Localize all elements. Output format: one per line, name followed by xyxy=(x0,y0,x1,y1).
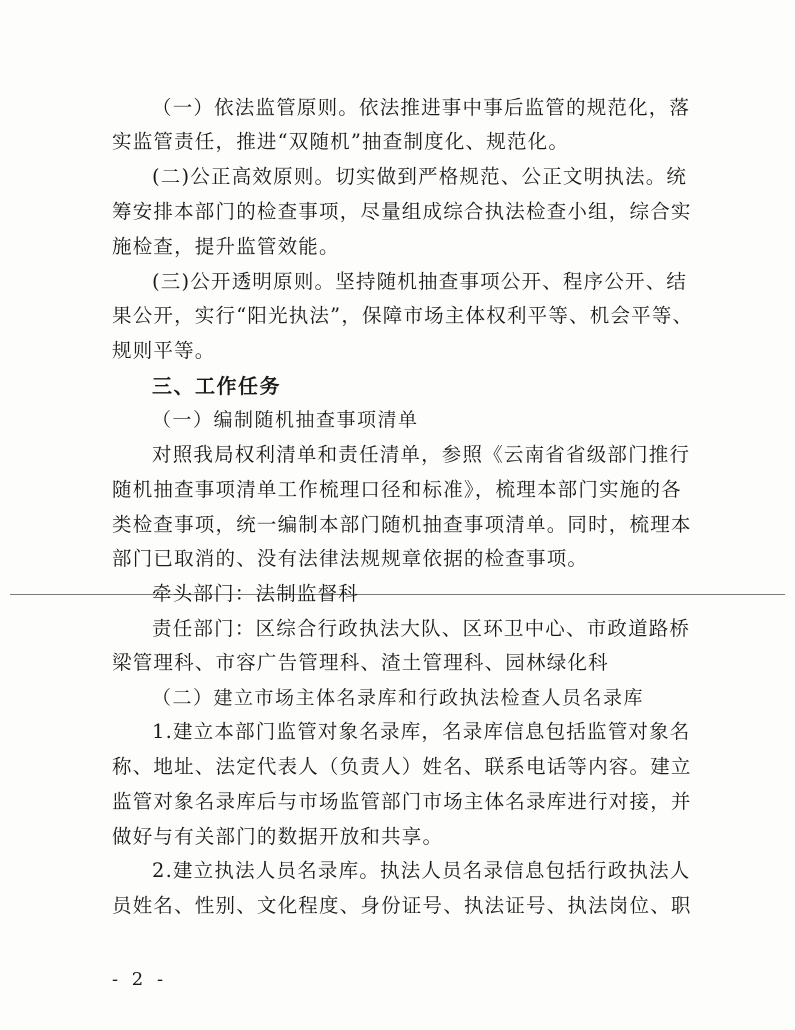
task-2-item-1-line-4: 做好与有关部门的数据开放和共享。 xyxy=(112,825,444,848)
section-title: 三、工作任务 xyxy=(152,374,281,398)
principle-3-line-3: 规则平等。 xyxy=(112,339,216,362)
task-1-body-line-3: 类检查事项，统一编制本部门随机抽查事项清单。同时，梳理本 xyxy=(112,513,692,536)
page-number: - 2 - xyxy=(112,969,168,990)
lead-department: 牵头部门：法制监督科 xyxy=(152,582,360,605)
task-1-body-line-1: 对照我局权利清单和责任清单，参照《云南省省级部门推行 xyxy=(152,443,691,466)
task-2-item-1-line-3: 监管对象名录库后与市场监管部门市场主体名录库进行对接，并 xyxy=(112,790,692,813)
principle-1-line-1: （一）依法监管原则。依法推进事中事后监管的规范化，落 xyxy=(152,96,691,119)
task-2-item-1-line-1: 1.建立本部门监管对象名录库，名录库信息包括监管对象名 xyxy=(152,720,691,743)
principle-3-line-2: 果公开，实行“阳光执法”，保障市场主体权利平等、机会平等、 xyxy=(112,304,694,327)
task-1-body-line-2: 随机抽查事项清单工作梳理口径和标准》，梳理本部门实施的各 xyxy=(112,478,682,501)
principle-3-line-1: (三)公开透明原则。坚持随机抽查事项公开、程序公开、结 xyxy=(152,270,688,293)
principle-2-line-2: 筹安排本部门的检查事项，尽量组成综合执法检查小组，综合实 xyxy=(112,200,692,223)
task-1-title: （一）编制随机抽查事项清单 xyxy=(152,409,419,431)
principle-2-line-1: (二)公正高效原则。切实做到严格规范、公正文明执法。统 xyxy=(152,165,688,188)
task-2-item-2-line-1: 2.建立执法人员名录库。执法人员名录信息包括行政执法人 xyxy=(152,859,691,882)
task-2-item-1-line-2: 称、地址、法定代表人（负责人）姓名、联系电话等内容。建立 xyxy=(112,755,692,778)
principle-2-line-3: 施检查，提升监管效能。 xyxy=(112,235,340,258)
task-2-item-2-line-2: 员姓名、性别、文化程度、身份证号、执法证号、执法岗位、职 xyxy=(112,894,692,917)
principle-1-line-2: 实监管责任，推进“双随机”抽查制度化、规范化。 xyxy=(112,130,570,153)
responsible-department-line-2: 梁管理科、市容广告管理科、渣土管理科、园林绿化科 xyxy=(112,651,609,674)
task-1-body-line-4: 部门已取消的、没有法律法规规章依据的检查事项。 xyxy=(112,547,589,570)
responsible-department-line-1: 责任部门：区综合行政执法大队、区环卫中心、市政道路桥 xyxy=(152,617,691,640)
task-2-title: （二）建立市场主体名录库和行政执法检查人员名录库 xyxy=(152,687,645,709)
